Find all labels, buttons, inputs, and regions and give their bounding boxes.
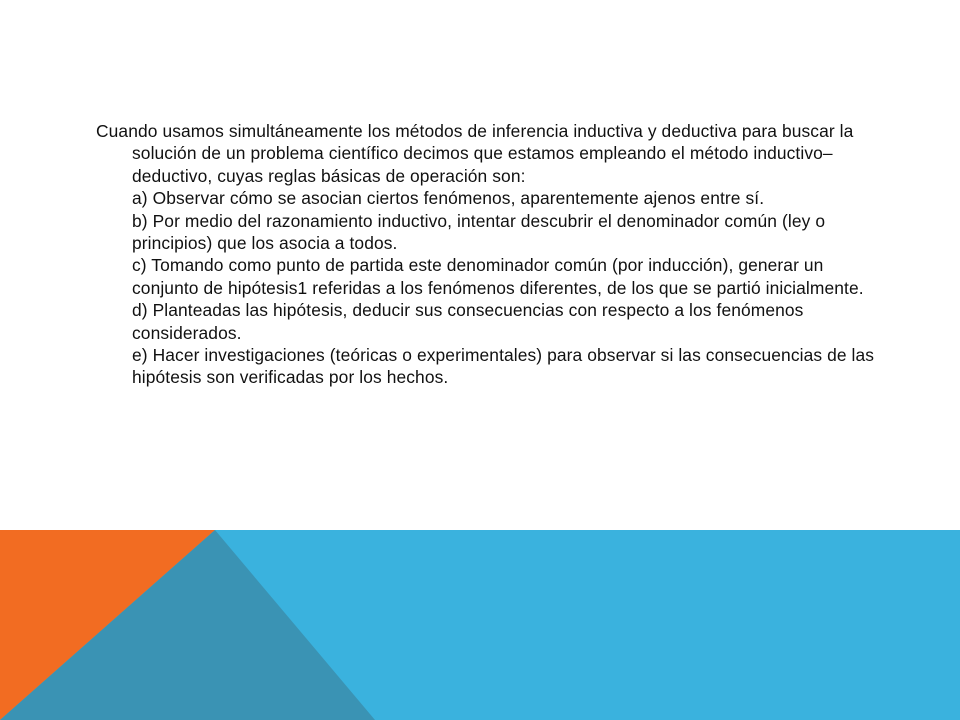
slide-body-text [96,120,876,389]
rule-item-a: a) Observar cómo se asocian ciertos fenómenos, aparentemente ajenos entre sí. [132,188,765,209]
rule-item-b: b) Por medio del razonamiento inductivo, intentar descubrir el denominador común (ley o principios) que los asocia a todos. [132,210,826,254]
rule-item-c: c) Tomando como punto de partida este denominador común (por inducción), generar un conjunto de hipótesis1 referidas a los fenómenos diferentes, de los que se partió inicialmente. [132,255,864,298]
decorative-footer-band [0,530,960,720]
rule-item-d: d) Planteadas las hipótesis, deducir sus consecuencias con respecto a los fenómenos considerados. [132,300,804,343]
intro-paragraph: Cuando usamos simultáneamente los métodos de inferencia inductiva y deductiva para buscar la solución de un problema científico decimos que estamos empleando el método inductivo–deductivo, cuyas reglas básicas de operación son: [96,121,854,186]
footer-shapes [0,530,960,720]
rule-item-e: e) Hacer investigaciones (teóricas o experimentales) para observar si las consecuencias de las hipótesis son verificadas por los hechos. [132,345,875,388]
